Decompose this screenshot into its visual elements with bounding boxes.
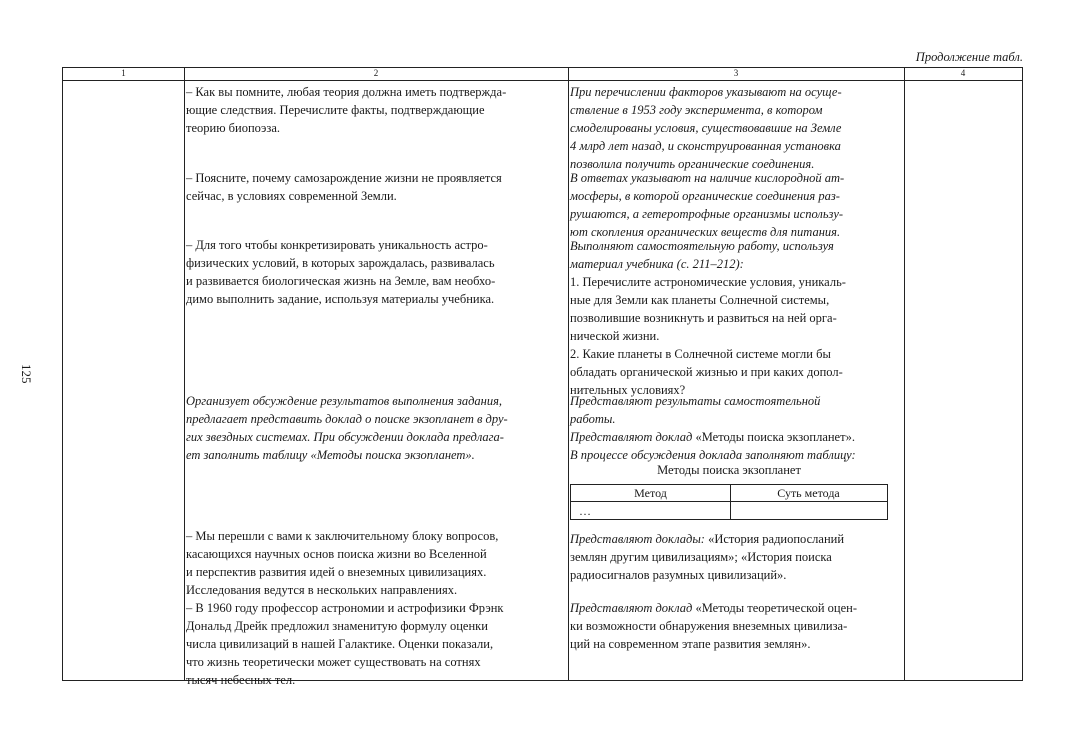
text-line: Организует обсуждение результатов выполнения задания, <box>186 394 503 408</box>
text-line: Дональд Дрейк предложил знаменитую формулу оценки <box>186 619 488 633</box>
text-line <box>570 530 844 548</box>
text-line: позволившие возникнуть и развиться на ней орга- <box>570 311 837 325</box>
text-run: «Методы поиска экзопланет». <box>692 430 855 444</box>
text-line: теорию биопоэза. <box>186 121 281 135</box>
text-line: ющие следствия. Перечислите факты, подтверждающие <box>186 103 485 117</box>
column-number-1: 1 <box>121 68 126 78</box>
text-line: – Как вы помните, любая теория должна иметь подтвержда- <box>186 85 507 99</box>
teacher-question-spontaneous-generation <box>186 169 502 205</box>
teacher-drake-block <box>186 527 504 689</box>
text-line <box>570 428 856 446</box>
text-line: смоделированы условия, существовавшие на Земле <box>570 121 842 135</box>
text-line: сейчас, в условиях современной Земли. <box>186 189 397 203</box>
text-line: обладать органической жизнью и при каких допол- <box>570 365 843 379</box>
row-divider <box>571 501 887 502</box>
text-line: Представляют результаты самостоятельной <box>570 394 821 408</box>
teacher-task-astrophysics <box>186 236 495 308</box>
text-line: 4 млрд лет назад, и сконструированная установка <box>570 139 841 153</box>
text-line: ки возможности обнаружения внеземных цивилиза- <box>570 619 848 633</box>
text-line: позволила получить органические соединения. <box>570 157 815 171</box>
text-run: Представляют доклад <box>570 601 693 615</box>
text-run: Представляют доклад <box>570 430 693 444</box>
text-line: ет заполнить таблицу «Методы поиска экзопланет». <box>186 448 475 462</box>
page-number: 125 <box>19 364 34 384</box>
text-line: – Мы перешли с вами к заключительному блоку вопросов, <box>186 529 499 543</box>
text-line: нительных условиях? <box>570 383 686 397</box>
text-line: В процессе обсуждения доклада заполняют таблицу: <box>570 448 856 462</box>
column-number-4: 4 <box>960 68 966 78</box>
header-method: Метод <box>634 486 667 500</box>
column-divider <box>730 485 731 519</box>
teacher-question-facts <box>186 83 506 137</box>
header-divider <box>63 80 1022 81</box>
text-run: «Методы теоретической оцен- <box>692 601 858 615</box>
text-line: ют скопления органических веществ для питания. <box>570 225 841 239</box>
text-line <box>570 599 857 617</box>
column-divider <box>568 68 569 680</box>
student-present-results <box>570 392 856 464</box>
text-line: При перечислении факторов указывают на осуще- <box>570 85 842 99</box>
text-line: работы. <box>570 412 616 426</box>
student-response-experiment <box>570 83 842 173</box>
teacher-organizes-discussion <box>186 392 508 464</box>
text-line: рушаются, а гетеротрофные организмы использу- <box>570 207 844 221</box>
text-line: ствление в 1953 году эксперимента, в котором <box>570 103 823 117</box>
text-run: Представляют доклады: <box>570 532 705 546</box>
header-essence: Суть метода <box>777 486 840 500</box>
text-line: – Поясните, почему самозарождение жизни не проявляется <box>186 171 502 185</box>
column-number-2: 2 <box>373 68 379 78</box>
text-line: материал учебника (с. 211–212): <box>570 257 744 271</box>
exoplanet-methods-table <box>570 484 888 520</box>
text-line: и развивается биологическая жизнь на Земле, вам необхо- <box>186 274 496 288</box>
text-line: 1. Перечислите астрономические условия, уникаль- <box>570 275 846 289</box>
text-line: – Для того чтобы конкретизировать уникальность астро- <box>186 238 488 252</box>
text-line: ций на современном этапе развития землян». <box>570 637 811 651</box>
text-line: Выполняют самостоятельную работу, используя <box>570 239 834 253</box>
text-line: тысяч небесных тел. <box>186 673 296 687</box>
column-divider <box>184 68 185 680</box>
text-line: димо выполнить задание, используя материалы учебника. <box>186 292 495 306</box>
text-line: землян другим цивилизациям»; «История поиска <box>570 550 832 564</box>
text-line: и перспектив развития идей о внеземных цивилизациях. <box>186 565 487 579</box>
text-line: радиосигналов разумных цивилизаций». <box>570 568 787 582</box>
text-line: физических условий, в которых зарождалась, развивалась <box>186 256 495 270</box>
text-line: гих звездных системах. При обсуждении доклада предлага- <box>186 430 504 444</box>
text-line: мосферы, в которой органические соединения раз- <box>570 189 840 203</box>
student-independent-work <box>570 237 846 399</box>
exoplanet-table-title: Методы поиска экзопланет <box>657 463 801 477</box>
continuation-label: Продолжение табл. <box>915 50 1023 64</box>
ellipsis-cell: … <box>579 504 591 518</box>
column-divider <box>904 68 905 680</box>
text-line: числа цивилизаций в нашей Галактике. Оценки показали, <box>186 637 494 651</box>
text-line: 2. Какие планеты в Солнечной системе могли бы <box>570 347 831 361</box>
text-line: нической жизни. <box>570 329 660 343</box>
text-line: Исследования ведутся в нескольких направлениях. <box>186 583 458 597</box>
text-line: что жизнь теоретически может существовать на сотнях <box>186 655 481 669</box>
text-line: – В 1960 году профессор астрономии и астрофизики Фрэнк <box>186 601 504 615</box>
text-line: В ответах указывают на наличие кислородной ат- <box>570 171 845 185</box>
student-reports-radio <box>570 530 844 584</box>
column-number-3: 3 <box>733 68 739 78</box>
student-reports-theoretical <box>570 599 857 653</box>
text-run: «История радиопосланий <box>704 532 845 546</box>
text-line: ные для Земли как планеты Солнечной системы, <box>570 293 830 307</box>
text-line: предлагает представить доклад о поиске экзопланет в дру- <box>186 412 508 426</box>
student-response-atmosphere <box>570 169 844 241</box>
text-line: касающихся научных основ поиска жизни во Вселенной <box>186 547 487 561</box>
